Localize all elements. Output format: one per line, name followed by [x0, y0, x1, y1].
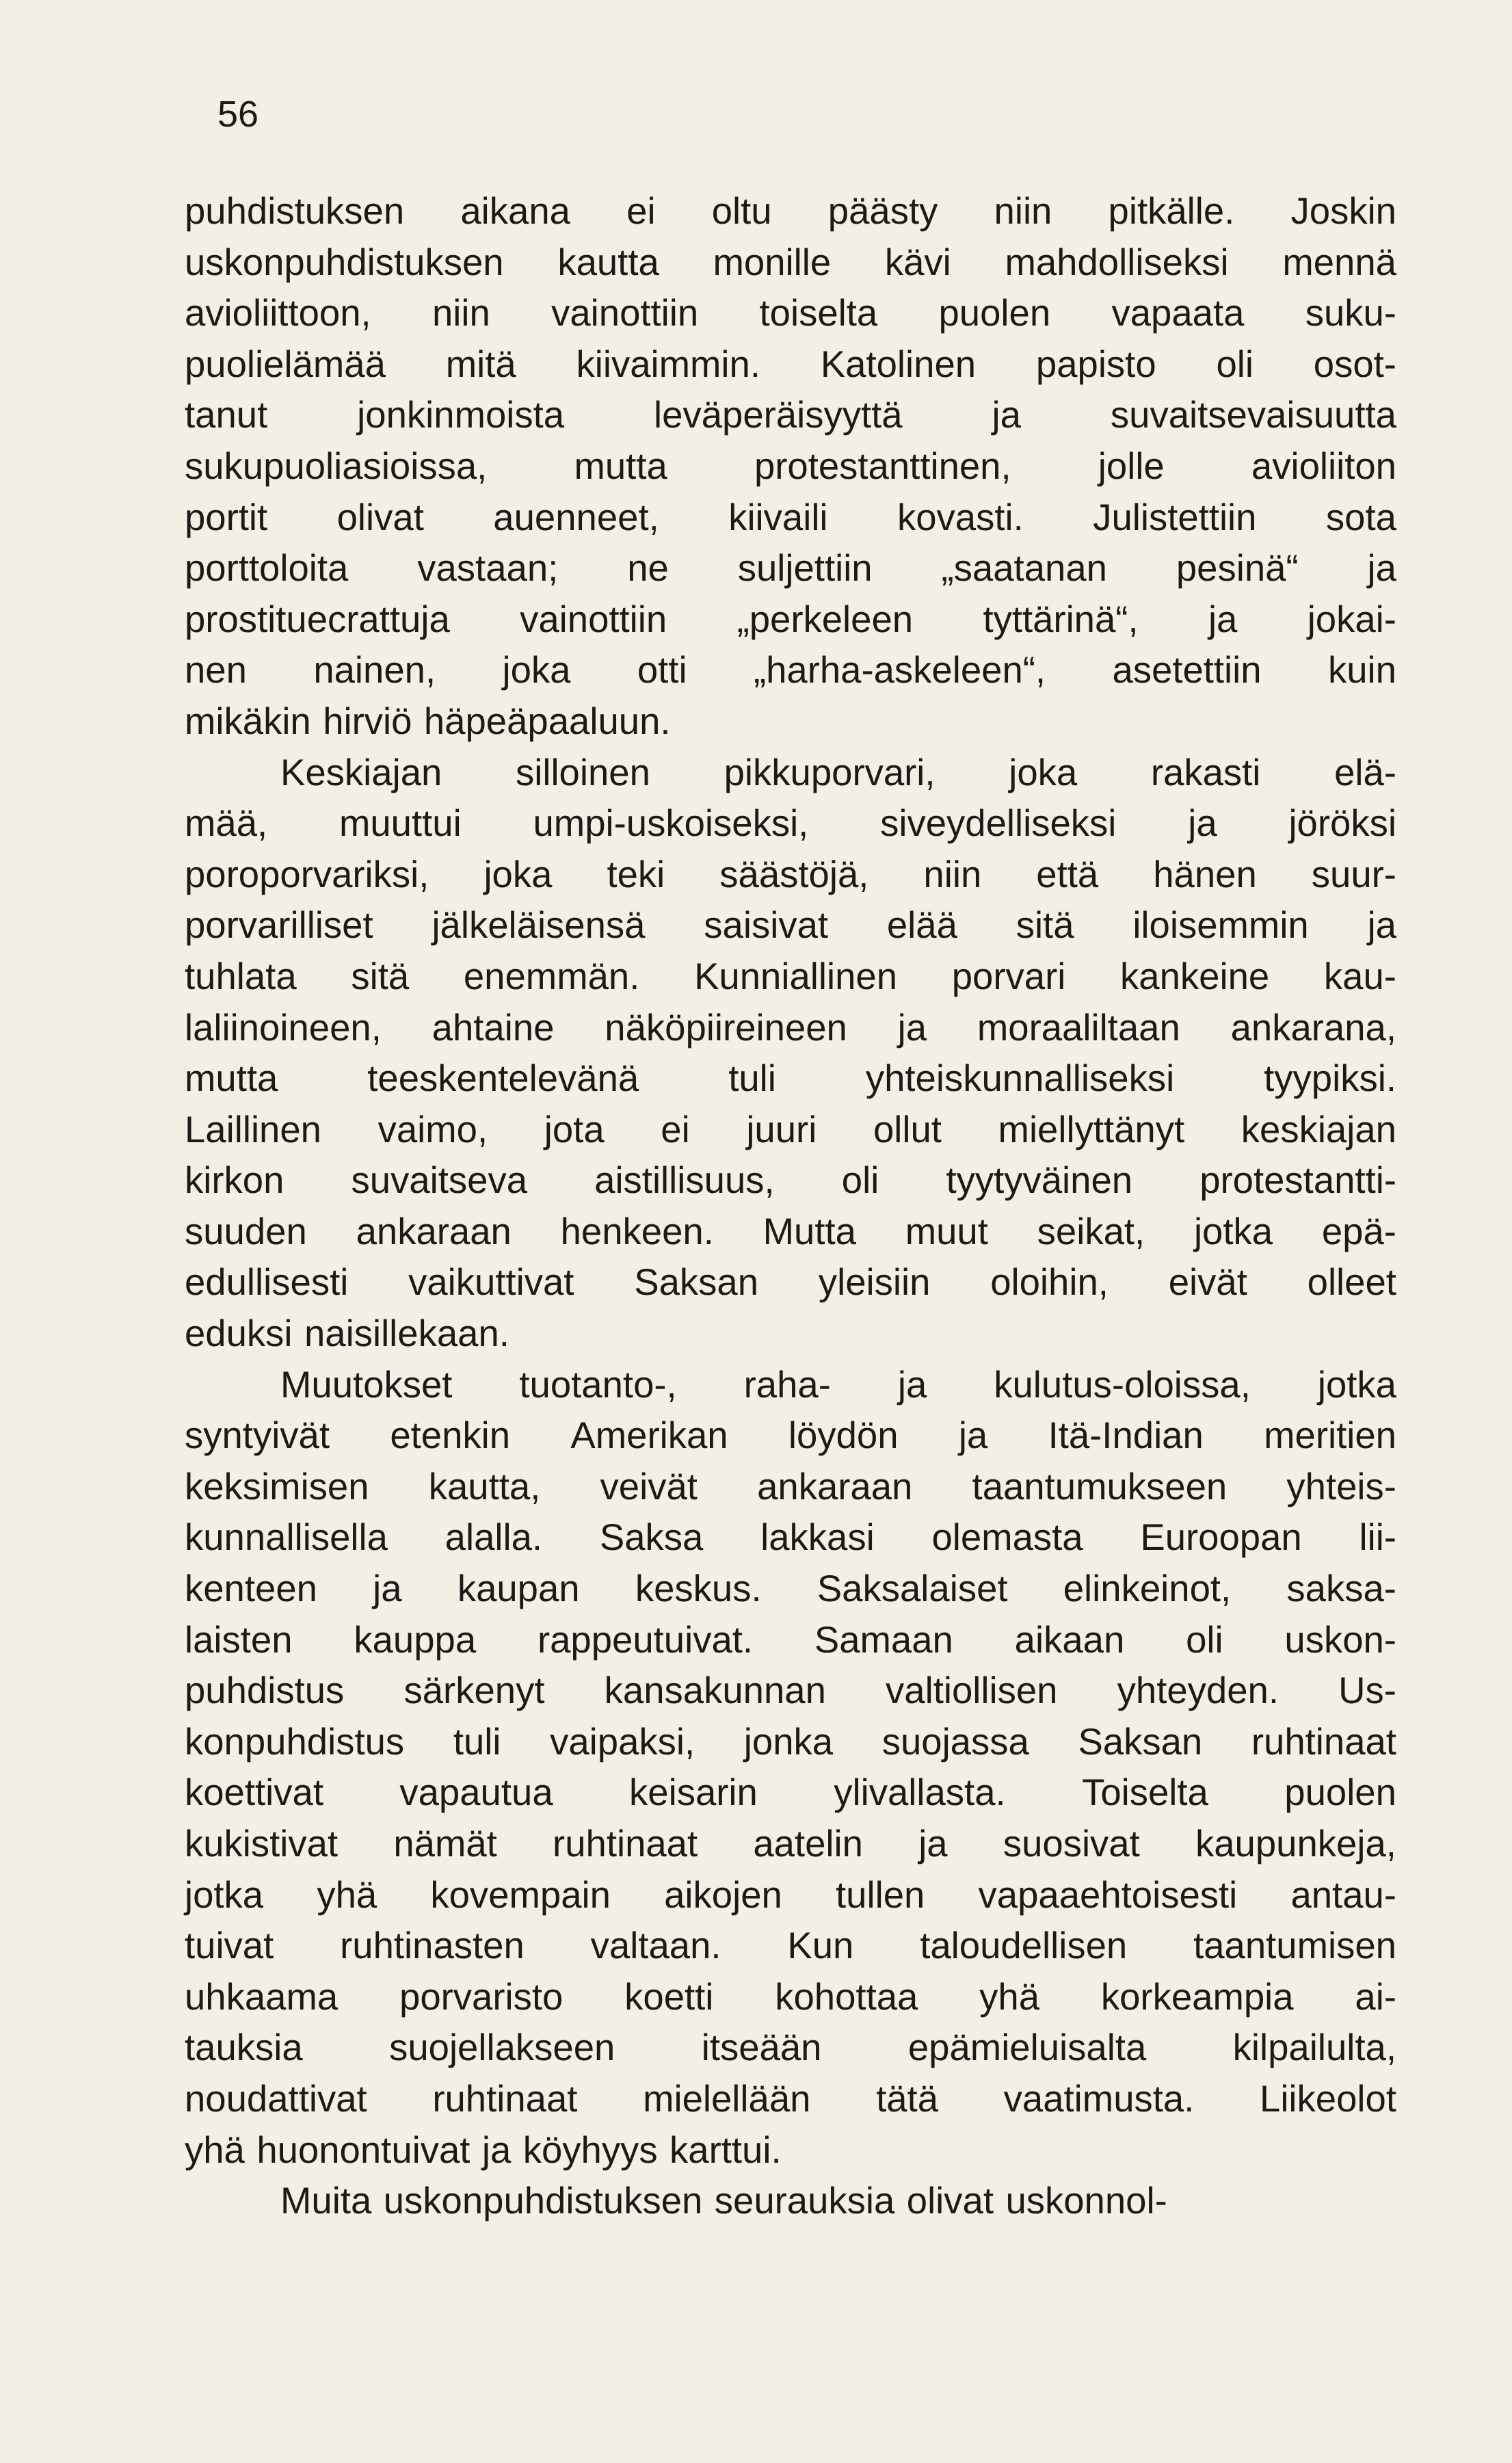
text-line	[185, 1003, 1396, 1054]
word: Kun	[787, 1925, 854, 1967]
word: jöröksi	[1288, 802, 1396, 845]
word: siveydelliseksi	[880, 802, 1117, 845]
word: portit	[185, 496, 268, 538]
word: pitkälle.	[1108, 190, 1235, 232]
word: suljettiin	[737, 547, 873, 590]
text-line	[185, 288, 1396, 339]
word: ahtaine	[432, 1006, 555, 1049]
word: Muutokset	[280, 1363, 453, 1406]
word: puhdistus	[185, 1670, 345, 1712]
word: ankaraan	[757, 1465, 913, 1507]
word: jotka	[185, 1873, 264, 1916]
word: keisarin	[629, 1771, 758, 1814]
word: suojassa	[881, 1720, 1029, 1763]
word: otti	[637, 649, 687, 692]
word: seikat,	[1037, 1210, 1145, 1252]
word: kankeine	[1120, 955, 1270, 997]
word: joka	[502, 649, 571, 692]
word: ai-	[1355, 1975, 1396, 2018]
word: jälkeläisensä	[432, 904, 646, 947]
word: yhteyden.	[1117, 1670, 1279, 1712]
word: Laillinen	[185, 1108, 321, 1150]
word: päästy	[827, 190, 938, 232]
word: valtaan.	[590, 1925, 721, 1967]
word: papisto	[1035, 343, 1156, 385]
word: puolielämää	[185, 343, 386, 385]
word: laisten	[185, 1618, 293, 1661]
word: yhteiskunnalliseksi	[865, 1057, 1175, 1100]
text-line	[185, 1155, 1396, 1207]
word: taantumisen	[1193, 1925, 1396, 1967]
word: kiivaili	[728, 496, 828, 538]
word: syntyivät	[185, 1414, 330, 1457]
word: mikäkin	[185, 700, 311, 742]
text-line	[185, 1870, 1396, 1921]
body-text	[185, 186, 1396, 2227]
word: mutta	[185, 1057, 278, 1100]
word: nainen,	[313, 649, 436, 692]
word: lii-	[1359, 1516, 1396, 1559]
word: muut	[905, 1210, 988, 1252]
word: ruhtinaat	[432, 2077, 578, 2120]
word: suosivat	[1003, 1823, 1140, 1865]
word: tyytyväinen	[946, 1159, 1133, 1202]
word: yleisiin	[818, 1261, 931, 1304]
word: enemmän.	[463, 955, 640, 997]
word: keksimisen	[185, 1465, 369, 1507]
word: suku-	[1305, 292, 1396, 334]
word: niin	[994, 190, 1052, 232]
word: kau-	[1323, 955, 1396, 997]
text-line	[185, 2023, 1396, 2074]
word: sitä	[1016, 904, 1074, 947]
word: meritien	[1264, 1414, 1396, 1457]
word: oli	[1216, 343, 1254, 385]
text-line	[185, 2125, 1396, 2176]
word: huonontuivat	[256, 2129, 470, 2171]
word: vainottiin	[551, 292, 699, 334]
word: kunnallisella	[185, 1516, 388, 1559]
word: Julistettiin	[1093, 496, 1257, 538]
word: tuli	[453, 1720, 501, 1763]
word: aatelin	[753, 1823, 863, 1865]
word: prostituecrattuja	[185, 598, 450, 640]
word: „saatanan	[941, 547, 1107, 590]
word: Toiselta	[1082, 1771, 1208, 1814]
word: pikkuporvari,	[724, 751, 936, 793]
word: auenneet,	[493, 496, 659, 538]
word: ruhtinaat	[1251, 1720, 1396, 1763]
text-line	[185, 1665, 1396, 1717]
word: puolen	[1284, 1771, 1396, 1814]
word: ja	[373, 1568, 402, 1610]
word: laliinoineen,	[185, 1006, 382, 1049]
word: uskonpuhdistuksen	[383, 2180, 703, 2222]
text-line	[185, 237, 1396, 289]
word: „harha-askeleen“,	[753, 649, 1046, 692]
word: yhteis-	[1286, 1465, 1396, 1507]
word: juuri	[746, 1108, 817, 1150]
word: näköpiireineen	[605, 1006, 847, 1049]
word: koettivat	[185, 1771, 323, 1814]
word: eivät	[1168, 1261, 1247, 1304]
text-line	[185, 951, 1396, 1003]
word: vainottiin	[520, 598, 667, 640]
word: köyhyys	[522, 2129, 658, 2171]
word: ja	[918, 1823, 948, 1865]
word: epä-	[1321, 1210, 1396, 1252]
word: olivat	[906, 2180, 994, 2222]
word: konpuhdistus	[185, 1720, 405, 1763]
word: aikaan	[1014, 1618, 1125, 1661]
word: poroporvariksi,	[185, 853, 429, 895]
word: ankaraan	[356, 1210, 512, 1252]
word: kirkon	[185, 1159, 284, 1202]
text-line	[185, 543, 1396, 594]
word: mutta	[574, 445, 667, 487]
word: tauksia	[185, 2027, 303, 2069]
page-number: 56	[217, 94, 259, 135]
word: protestanttinen,	[754, 445, 1011, 487]
word: alalla.	[445, 1516, 543, 1559]
word: saksa-	[1286, 1568, 1396, 1610]
word: ja	[1208, 598, 1238, 640]
word: suuden	[185, 1210, 307, 1252]
word: tätä	[876, 2077, 939, 2120]
word: mitä	[445, 343, 516, 385]
word: Joskin	[1290, 190, 1396, 232]
word: jonka	[743, 1720, 834, 1763]
word: kaupan	[457, 1568, 580, 1610]
word: kautta,	[428, 1465, 541, 1507]
word: seurauksia	[714, 2180, 895, 2222]
word: oli	[841, 1159, 879, 1202]
word: saisivat	[704, 904, 829, 947]
word: yhä	[317, 1873, 377, 1916]
word: karttui.	[669, 2129, 782, 2171]
word: moraaliltaan	[977, 1006, 1180, 1049]
word: vapautua	[399, 1771, 553, 1814]
word: noudattivat	[185, 2077, 367, 2120]
word: korkeampia	[1100, 1975, 1294, 2018]
word: Saksan	[1078, 1720, 1203, 1763]
text-line	[185, 1257, 1396, 1308]
text-line	[185, 1512, 1396, 1564]
word: kenteen	[185, 1568, 317, 1610]
word: että	[1036, 853, 1099, 895]
text-line	[185, 1207, 1396, 1258]
word: vaimo,	[377, 1108, 488, 1150]
word: suojellakseen	[389, 2027, 615, 2069]
text-line	[185, 900, 1396, 951]
word: Mutta	[762, 1210, 856, 1252]
text-line	[185, 849, 1396, 901]
word: oli	[1186, 1618, 1223, 1661]
text-line	[185, 1972, 1396, 2023]
word: umpi-uskoiseksi,	[533, 802, 809, 845]
word: hirviö	[323, 700, 412, 742]
word: aistillisuus,	[594, 1159, 775, 1202]
word: ja	[1367, 904, 1396, 947]
word: kiivaimmin.	[576, 343, 760, 385]
word: uskon-	[1284, 1618, 1396, 1661]
word: Amerikan	[570, 1414, 728, 1457]
word: etenkin	[390, 1414, 511, 1457]
word: taloudellisen	[920, 1925, 1128, 1967]
word: vaipaksi,	[550, 1720, 695, 1763]
word: elä-	[1334, 751, 1396, 793]
word: mää,	[185, 802, 268, 845]
word: Liikeolot	[1260, 2077, 1396, 2120]
word: edullisesti	[185, 1261, 349, 1304]
text-line	[185, 696, 1396, 748]
word: avioliiton	[1251, 445, 1396, 487]
word: olemasta	[931, 1516, 1083, 1559]
word: uskonnol-	[1005, 2180, 1167, 2222]
word: porvari	[951, 955, 1066, 997]
text-line	[185, 798, 1396, 849]
word: henkeen.	[560, 1210, 714, 1252]
word: olivat	[336, 496, 424, 538]
text-line	[185, 1921, 1396, 1972]
word: kohottaa	[775, 1975, 918, 2018]
word: oltu	[711, 190, 772, 232]
word: ja	[958, 1414, 988, 1457]
word: ruhtinaat	[553, 1823, 698, 1865]
word: kovempain	[430, 1873, 611, 1916]
text-line	[185, 2176, 1396, 2227]
word: miellyttänyt	[998, 1108, 1185, 1150]
text-line	[185, 1053, 1396, 1105]
word: ja	[897, 1363, 927, 1406]
word: silloinen	[515, 751, 650, 793]
word: monille	[713, 241, 832, 283]
text-line	[185, 1360, 1396, 1411]
word: tuhlata	[185, 955, 297, 997]
text-line	[185, 492, 1396, 544]
word: oloihin,	[990, 1261, 1109, 1304]
word: suur-	[1311, 853, 1396, 895]
word: Samaan	[814, 1618, 953, 1661]
word: Saksan	[634, 1261, 759, 1304]
word: teeskentelevänä	[367, 1057, 639, 1100]
word: valtiollisen	[886, 1670, 1058, 1712]
text-line	[185, 1615, 1396, 1666]
word: ollut	[873, 1108, 942, 1150]
word: avioliittoon,	[185, 292, 371, 334]
word: pesinä“	[1176, 547, 1299, 590]
word: särkenyt	[403, 1670, 545, 1712]
word: Kunniallinen	[694, 955, 898, 997]
word: hänen	[1153, 853, 1257, 895]
word: protestantti-	[1199, 1159, 1396, 1202]
word: jotka	[1193, 1210, 1273, 1252]
word: ylivallasta.	[834, 1771, 1006, 1814]
word: ei	[626, 190, 656, 232]
word: ankarana,	[1230, 1006, 1396, 1049]
word: epämieluisalta	[907, 2027, 1147, 2069]
text-line	[185, 186, 1396, 237]
word: tanut	[185, 394, 268, 436]
word: muuttui	[339, 802, 462, 845]
word: kuin	[1327, 649, 1396, 692]
word: osot-	[1313, 343, 1396, 385]
word: puolen	[938, 292, 1051, 334]
text-line	[185, 748, 1396, 799]
word: ja	[481, 2129, 512, 2171]
word: sitä	[351, 955, 410, 997]
word: ja	[1188, 802, 1217, 845]
word: kovasti.	[897, 496, 1024, 538]
word: vapaaehtoisesti	[978, 1873, 1238, 1916]
word: eduksi	[185, 1313, 293, 1355]
word: sukupuoliasioissa,	[185, 445, 488, 487]
word: suvaitsevaisuutta	[1110, 394, 1396, 436]
word: aikojen	[664, 1873, 782, 1916]
word: jonkinmoista	[357, 394, 565, 436]
word: kautta	[557, 241, 659, 283]
word: lakkasi	[760, 1516, 875, 1559]
word: ei	[661, 1108, 690, 1150]
word: kauppa	[354, 1618, 477, 1661]
word: raha-	[743, 1363, 831, 1406]
word: säästöjä,	[719, 853, 869, 895]
word: tullen	[836, 1873, 925, 1916]
word: olleet	[1307, 1261, 1396, 1304]
word: teki	[607, 853, 665, 895]
word: leväperäisyyttä	[654, 394, 903, 436]
word: tuivat	[185, 1925, 274, 1967]
word: mennä	[1282, 241, 1396, 283]
word: nen	[185, 649, 247, 692]
word: keskus.	[635, 1568, 762, 1610]
text-line	[185, 1462, 1396, 1513]
word: jotka	[1317, 1363, 1396, 1406]
word: toiselta	[759, 292, 878, 334]
text-line	[185, 594, 1396, 646]
word: itseään	[701, 2027, 822, 2069]
word: joka	[1009, 751, 1078, 793]
word: uskonpuhdistuksen	[185, 241, 504, 283]
word: kukistivat	[185, 1823, 339, 1865]
word: suvaitseva	[351, 1159, 528, 1202]
word: Euroopan	[1140, 1516, 1302, 1559]
word: taantumukseen	[972, 1465, 1228, 1507]
word: yhä	[979, 1975, 1040, 2018]
word: yhä	[185, 2129, 245, 2171]
word: joka	[483, 853, 553, 895]
word: ja	[992, 394, 1021, 436]
text-line	[185, 2074, 1396, 2125]
text-line	[185, 1105, 1396, 1156]
word: tyttärinä“,	[983, 598, 1139, 640]
word: Us-	[1338, 1670, 1396, 1712]
word: ja	[897, 1006, 927, 1049]
word: mielellään	[643, 2077, 811, 2120]
text-line	[185, 441, 1396, 492]
word: rappeutuivat.	[537, 1618, 754, 1661]
word: tyypiksi.	[1264, 1057, 1396, 1100]
word: uhkaama	[185, 1975, 339, 2018]
word: kaupunkeja,	[1195, 1823, 1396, 1865]
word: elinkeinot,	[1063, 1568, 1232, 1610]
text-line	[185, 1767, 1396, 1819]
word: tuotanto-,	[519, 1363, 677, 1406]
word: Saksa	[599, 1516, 704, 1559]
word: ja	[1367, 547, 1396, 590]
word: tuli	[728, 1057, 776, 1100]
word: häpeäpaaluun.	[423, 700, 671, 742]
word: vapaata	[1111, 292, 1245, 334]
word: rakasti	[1150, 751, 1261, 793]
word: vastaan;	[417, 547, 559, 590]
text-line	[185, 1308, 1396, 1360]
word: keskiajan	[1241, 1108, 1396, 1150]
word: porttoloita	[185, 547, 349, 590]
word: niin	[923, 853, 982, 895]
word: löydön	[788, 1414, 899, 1457]
word: nämät	[393, 1823, 497, 1865]
word: aikana	[460, 190, 570, 232]
text-line	[185, 645, 1396, 696]
word: kulutus-oloissa,	[994, 1363, 1251, 1406]
word: veivät	[600, 1465, 698, 1507]
text-line	[185, 390, 1396, 441]
text-line	[185, 339, 1396, 391]
word: porvaristo	[399, 1975, 563, 2018]
word: mahdolliseksi	[1005, 241, 1229, 283]
word: asetettiin	[1112, 649, 1262, 692]
word: niin	[432, 292, 490, 334]
word: kävi	[884, 241, 951, 283]
text-line	[185, 1717, 1396, 1768]
word: sota	[1325, 496, 1396, 538]
word: Itä-Indian	[1048, 1414, 1204, 1457]
word: kilpailulta,	[1232, 2027, 1396, 2069]
text-line	[185, 1410, 1396, 1462]
word: koetti	[624, 1975, 714, 2018]
word: kansakunnan	[604, 1670, 826, 1712]
word: Muita	[280, 2180, 372, 2222]
word: Keskiajan	[280, 751, 442, 793]
word: porvarilliset	[185, 904, 373, 947]
word: jota	[544, 1108, 605, 1150]
text-line	[185, 1819, 1396, 1870]
word: jokai-	[1307, 598, 1396, 640]
word: antau-	[1290, 1873, 1396, 1916]
word: vaatimusta.	[1003, 2077, 1195, 2120]
word: „perkeleen	[737, 598, 914, 640]
text-line	[185, 1564, 1396, 1615]
word: Saksalaiset	[817, 1568, 1008, 1610]
word: naisillekaan.	[304, 1313, 509, 1355]
word: puhdistuksen	[185, 190, 405, 232]
word: elää	[886, 904, 957, 947]
word: vaikuttivat	[408, 1261, 574, 1304]
word: jolle	[1098, 445, 1165, 487]
word: iloisemmin	[1132, 904, 1309, 947]
word: Katolinen	[820, 343, 977, 385]
word: ruhtinasten	[340, 1925, 525, 1967]
word: ne	[627, 547, 669, 590]
